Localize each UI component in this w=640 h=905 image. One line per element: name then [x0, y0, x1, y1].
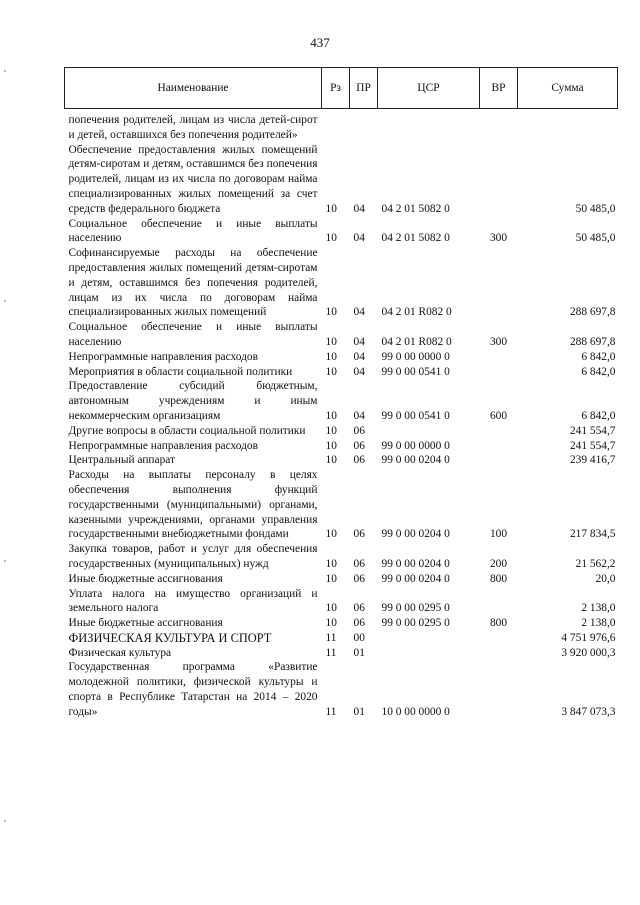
table-row: [65, 143, 618, 217]
scan-speck: [4, 560, 6, 562]
row-csr: 99 0 00 0000 0: [381, 350, 450, 363]
row-pr: 04: [353, 365, 365, 378]
row-pr: 04: [353, 306, 365, 319]
row-vr: [480, 631, 518, 646]
row-name: Расходы на выплаты персоналу в целях обеспечения выполнения функций государственными (муниципальными) органами, казенными учреждениями, органами управления государственными внебюджетными фондами: [68, 469, 318, 541]
table-row: [65, 646, 618, 661]
row-sum: 50 485,0: [575, 232, 616, 245]
row-name: Центральный аппарат: [68, 454, 176, 467]
row-vr: [480, 587, 518, 617]
row-vr: 800: [489, 572, 508, 585]
row-name: Социальное обеспечение и иные выплаты населению: [68, 217, 318, 245]
scan-speck: [4, 300, 6, 302]
row-rz: 10: [325, 572, 337, 585]
row-rz: 10: [325, 424, 337, 437]
row-sum: 2 138,0: [581, 617, 616, 630]
row-pr: 04: [353, 409, 365, 422]
row-vr: [480, 424, 518, 439]
row-csr: 99 0 00 0204 0: [381, 572, 450, 585]
row-name: Социальное обеспечение и иные выплаты населению: [68, 321, 318, 348]
row-vr: [480, 365, 518, 380]
row-rz: 10: [325, 202, 337, 215]
row-csr: 99 0 00 0295 0: [381, 602, 450, 615]
table-row: [65, 424, 618, 439]
row-pr: 06: [353, 439, 365, 452]
row-pr: 01: [353, 646, 365, 659]
row-pr: [350, 113, 378, 143]
table-row: [65, 587, 618, 617]
row-sum: 217 834,5: [569, 528, 616, 541]
row-name: Закупка товаров, работ и услуг для обеспечения государственных (муниципальных) нужд: [68, 543, 318, 570]
table-row: [65, 572, 618, 587]
table-row: [65, 453, 618, 468]
row-rz: 11: [325, 705, 337, 718]
row-vr: [480, 646, 518, 661]
row-rz: 10: [325, 350, 337, 363]
row-rz: 10: [325, 528, 337, 541]
row-csr: 99 0 00 0204 0: [381, 557, 450, 570]
row-rz: 10: [325, 617, 337, 630]
row-csr: 04 2 01 5082 0: [381, 232, 450, 245]
row-vr: 600: [489, 409, 508, 422]
row-pr: 04: [353, 202, 365, 215]
row-csr: [378, 646, 480, 661]
table-row: [65, 631, 618, 646]
row-name: Непрограммные направления расходов: [68, 350, 259, 363]
scan-speck: [4, 70, 6, 72]
row-csr: 04 2 01 R082 0: [381, 335, 452, 348]
header-vr: ВР: [480, 68, 518, 109]
row-vr: [480, 453, 518, 468]
table-body: [65, 109, 618, 720]
row-sum: 241 554,7: [569, 439, 616, 452]
row-vr: [480, 439, 518, 454]
table-row: [65, 660, 618, 719]
row-sum: 241 554,7: [569, 424, 616, 437]
row-sum: 6 842,0: [581, 409, 616, 422]
scan-speck: [4, 820, 6, 822]
row-pr: 06: [353, 572, 365, 585]
row-sum: 50 485,0: [575, 202, 616, 215]
row-sum: 3 920 000,3: [561, 646, 616, 659]
row-sum: 2 138,0: [581, 602, 616, 615]
row-rz: 10: [325, 306, 337, 319]
row-rz: 11: [325, 631, 337, 644]
row-sum: 4 751 976,6: [561, 631, 616, 644]
row-vr: [480, 350, 518, 365]
row-csr: [378, 424, 480, 439]
row-sum: [518, 113, 618, 143]
table-row: [65, 542, 618, 572]
row-sum: 6 842,0: [581, 350, 616, 363]
row-rz: 10: [325, 557, 337, 570]
row-pr: 01: [353, 705, 365, 718]
row-rz: 11: [325, 646, 337, 659]
table-row: [65, 365, 618, 380]
row-rz: [322, 113, 350, 143]
page-number: 437: [310, 35, 330, 50]
table-row: [65, 246, 618, 320]
header-pr: ПР: [350, 68, 378, 109]
row-name: Уплата налога на имущество организаций и земельного налога: [68, 587, 318, 615]
row-rz: 10: [325, 365, 337, 378]
row-sum: 288 697,8: [569, 306, 616, 319]
row-rz: 10: [325, 454, 337, 467]
row-rz: 10: [325, 439, 337, 452]
row-vr: 100: [489, 528, 508, 541]
row-csr: 04 2 01 R082 0: [381, 306, 452, 319]
row-csr: 99 0 00 0204 0: [381, 454, 450, 467]
row-sum: 288 697,8: [569, 335, 616, 348]
row-name: Другие вопросы в области социальной политики: [68, 424, 306, 437]
row-pr: 06: [353, 528, 365, 541]
row-sum: 21 562,2: [575, 557, 616, 570]
row-name: попечения родителей, лицам из числа детей-сирот и детей, оставшихся без попечения родителей»: [68, 114, 318, 141]
row-name: Государственная программа «Развитие молодежной политики, физической культуры и спорта в Республике Татарстан на 2014 – 2020 годы»: [68, 661, 318, 718]
table-row: [65, 217, 618, 247]
row-vr: [480, 143, 518, 217]
row-csr: 04 2 01 5082 0: [381, 202, 450, 215]
row-rz: 10: [325, 409, 337, 422]
row-csr: 99 0 00 0295 0: [381, 617, 450, 630]
row-pr: 00: [353, 631, 365, 644]
row-csr: 99 0 00 0541 0: [381, 365, 450, 378]
table-row: [65, 439, 618, 454]
row-csr: 10 0 00 0000 0: [381, 705, 450, 718]
budget-table: [64, 67, 618, 720]
header-sum: Сумма: [518, 68, 618, 109]
row-vr: 300: [489, 232, 508, 245]
row-vr: [480, 246, 518, 320]
row-pr: 06: [353, 602, 365, 615]
row-name: Непрограммные направления расходов: [68, 439, 259, 452]
row-pr: 06: [353, 557, 365, 570]
header-rz: Рз: [322, 68, 350, 109]
row-name: Обеспечение предоставления жилых помещений детям-сиротам и детям, оставшимся без попечения родителей, лицам из их числа по договорам найма специализированных жилых помещений за счет средств федерального бюджета: [68, 143, 318, 215]
row-vr: 800: [489, 617, 508, 630]
header-csr: ЦСР: [378, 68, 480, 109]
row-vr: 300: [489, 335, 508, 348]
row-pr: 04: [353, 335, 365, 348]
row-name: ФИЗИЧЕСКАЯ КУЛЬТУРА И СПОРТ: [68, 630, 272, 645]
row-sum: 239 416,7: [569, 454, 616, 467]
row-pr: 04: [353, 350, 365, 363]
row-name: Физическая культура: [68, 646, 172, 659]
row-name: Мероприятия в области социальной политики: [68, 365, 293, 378]
row-csr: 99 0 00 0204 0: [381, 528, 450, 541]
table-row: [65, 113, 618, 143]
row-vr: [480, 660, 518, 719]
table-row: [65, 320, 618, 350]
table-header: [65, 68, 618, 109]
row-csr: [378, 113, 480, 143]
row-sum: 6 842,0: [581, 365, 616, 378]
row-csr: 99 0 00 0541 0: [381, 409, 450, 422]
row-name: Предоставление субсидий бюджетным, автономным учреждениям и иным некоммерческим организациям: [68, 380, 318, 422]
row-name: Иные бюджетные ассигнования: [68, 617, 223, 630]
row-sum: 3 847 073,3: [561, 705, 616, 718]
row-sum: 20,0: [595, 572, 616, 585]
row-name: Софинансируемые расходы на обеспечение предоставления жилых помещений детям-сиротам и детям, оставшимся без попечения родителей, лицам из их числа по договорам найма специализированных жилых помещений: [68, 247, 318, 319]
row-pr: 06: [353, 454, 365, 467]
header-name: Наименование: [65, 68, 322, 109]
row-vr: [480, 113, 518, 143]
row-rz: 10: [325, 335, 337, 348]
row-rz: 10: [325, 232, 337, 245]
row-csr: 99 0 00 0000 0: [381, 439, 450, 452]
table-row: [65, 468, 618, 542]
row-pr: 04: [353, 232, 365, 245]
table-row: [65, 379, 618, 423]
row-pr: 06: [353, 424, 365, 437]
table-row: [65, 350, 618, 365]
row-csr: [378, 631, 480, 646]
row-name: Иные бюджетные ассигнования: [68, 572, 223, 585]
row-pr: 06: [353, 617, 365, 630]
row-rz: 10: [325, 602, 337, 615]
row-vr: 200: [489, 557, 508, 570]
table-row: [65, 616, 618, 631]
